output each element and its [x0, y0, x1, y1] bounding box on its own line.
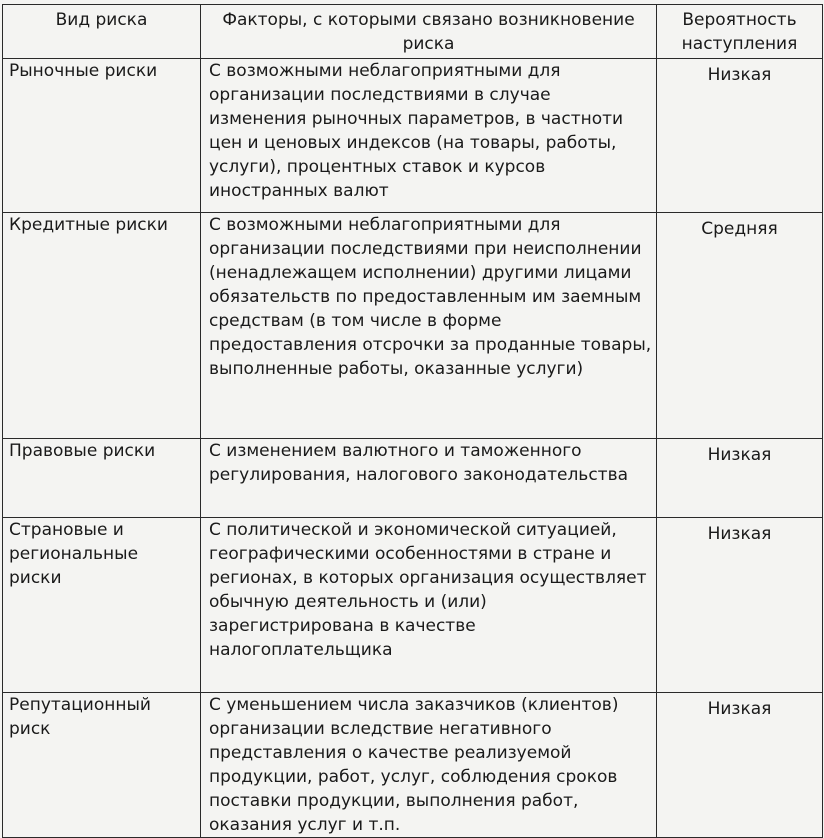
- probability-cell: Низкая: [657, 693, 823, 838]
- risk-table: [2, 4, 823, 838]
- header-risk-type: Вид риска: [3, 5, 201, 59]
- risk-factors-cell: С возможными неблагоприятными для организации последствиями в случае изменения рыночных параметров, в частноти цен и ценовых индексов (на товары, работы, услуги), процентных ставок и курсов иностранных валют: [201, 59, 657, 213]
- risk-factors-cell: С политической и экономической ситуацией, географическими особенностями в стране и регионах, в которых организация осуществляет обычную деятельность и (или) зарегистрирована в качестве налогоплательщика: [201, 518, 657, 693]
- table-row: [3, 213, 823, 439]
- table-row: [3, 439, 823, 518]
- table-row: [3, 59, 823, 213]
- header-risk-factors: Факторы, с которыми связано возникновение риска: [201, 5, 657, 59]
- table-row: [3, 693, 823, 838]
- risk-factors-cell: С уменьшением числа заказчиков (клиентов) организации вследствие негативного представления о качестве реализуемой продукции, работ, услуг, соблюдения сроков поставки продукции, выполнения работ, оказания услуг и т.п.: [201, 693, 657, 838]
- risk-type-cell: Страновые и региональные риски: [3, 518, 201, 693]
- risk-type-cell: Правовые риски: [3, 439, 201, 518]
- table-row: [3, 518, 823, 693]
- header-probability: Вероятность наступления: [657, 5, 823, 59]
- probability-cell: Низкая: [657, 59, 823, 213]
- risk-type-cell: Кредитные риски: [3, 213, 201, 439]
- probability-cell: Низкая: [657, 518, 823, 693]
- risk-factors-cell: С возможными неблагоприятными для организации последствиями при неисполнении (ненадлежащем исполнении) другими лицами обязательств по предоставленным им заемным средствам (в том числе в форме предоставления отсрочки за проданные товары, выполненные работы, оказанные услуги): [201, 213, 657, 439]
- risk-factors-cell: С изменением валютного и таможенного регулирования, налогового законодательства: [201, 439, 657, 518]
- table-header-row: [3, 5, 823, 59]
- risk-type-cell: Рыночные риски: [3, 59, 201, 213]
- probability-cell: Средняя: [657, 213, 823, 439]
- probability-cell: Низкая: [657, 439, 823, 518]
- risk-type-cell: Репутационный риск: [3, 693, 201, 838]
